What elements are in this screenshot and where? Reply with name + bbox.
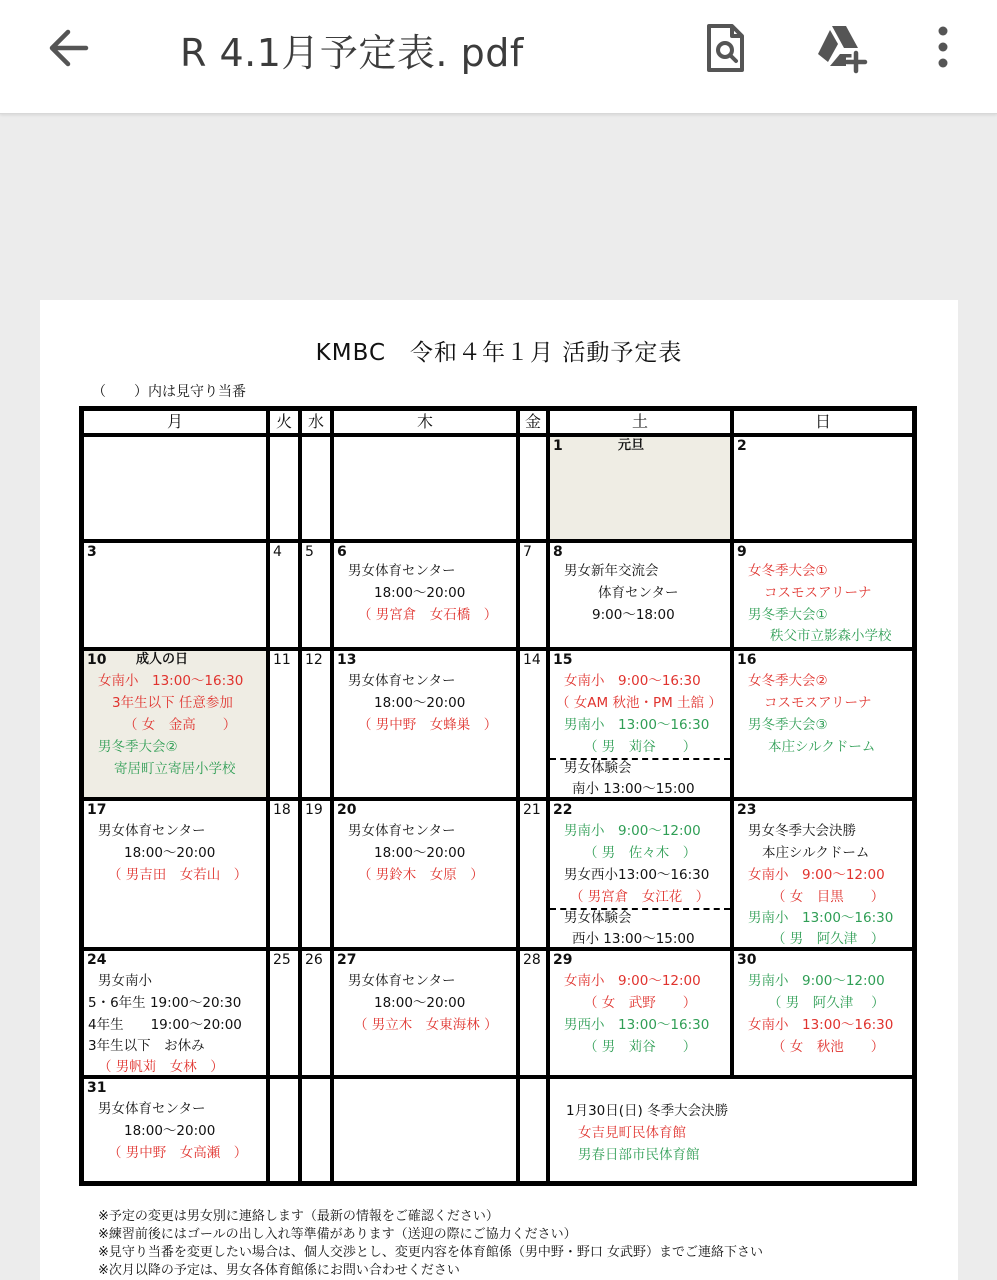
- holiday-caption: 元旦: [618, 438, 645, 453]
- day-cell-8: [548, 541, 732, 649]
- event-line: 男南小 9:00〜12:00: [564, 823, 701, 839]
- day-number: 31: [87, 1080, 107, 1096]
- day-number: 10: [87, 652, 107, 668]
- document-title: R 4.1月予定表. pdf: [180, 31, 524, 75]
- event-line: 男女体験会: [564, 910, 632, 926]
- day-cell-empty: [268, 1077, 300, 1183]
- day-cell-13: [332, 649, 518, 799]
- event-line: 体育センター: [598, 585, 679, 601]
- day-number: 29: [553, 952, 573, 968]
- event-line: （ 男中野 女高瀬 ）: [108, 1145, 248, 1161]
- event-line: 18:00〜20:00: [374, 695, 466, 711]
- day-number: 8: [553, 544, 563, 560]
- footnote: ※次月以降の予定は、男女各体育館係にお問い合わせください: [98, 1263, 460, 1278]
- day-cell-18: [268, 799, 300, 949]
- day-cell-20: [332, 799, 518, 949]
- event-line: 本庄シルクドーム: [762, 845, 870, 861]
- event-line: 女南小 9:00〜16:30: [564, 673, 701, 689]
- event-line: 18:00〜20:00: [124, 845, 216, 861]
- event-line: 男女体験会: [564, 760, 632, 776]
- weekday-header-thu: 木: [332, 409, 518, 435]
- day-cell-empty: [82, 435, 268, 541]
- event-line: 18:00〜20:00: [374, 995, 466, 1011]
- event-line: （ 男 苅谷 ）: [584, 739, 697, 755]
- day-number: 7: [523, 544, 532, 560]
- day-cell-21: [518, 799, 548, 949]
- app-bar: [0, 0, 997, 114]
- footnote: ※見守り当番を変更したい場合は、個人交渉とし、変更内容を体育館係（男中野・野口 女武野）までご連絡下さい: [98, 1245, 764, 1260]
- event-line: （ 男宮倉 女江花 ）: [570, 889, 710, 905]
- day-cell-6: [332, 541, 518, 649]
- event-line: 男女南小: [98, 973, 152, 989]
- event-line: 男女体育センター: [98, 823, 206, 839]
- day-cell-2: [732, 435, 914, 541]
- event-line: 男女体育センター: [98, 1101, 206, 1117]
- day-cell-15: [548, 649, 732, 799]
- event-line: 18:00〜20:00: [374, 845, 466, 861]
- day-cell-24: [82, 949, 268, 1077]
- event-line: 男南小 9:00〜12:00: [748, 973, 885, 989]
- holiday-caption: 成人の日: [136, 652, 189, 667]
- day-number: 12: [305, 652, 323, 668]
- day-number: 18: [273, 802, 291, 818]
- event-line: 18:00〜20:00: [124, 1123, 216, 1139]
- event-line: （ 女 目黒 ）: [772, 889, 885, 905]
- event-line: （ 男 阿久津 ）: [772, 931, 885, 947]
- event-line: （ 男立木 女東海林 ）: [354, 1017, 498, 1033]
- day-cell-5: [300, 541, 332, 649]
- event-line: コスモスアリーナ: [764, 585, 872, 601]
- event-line: 男女体育センター: [348, 563, 456, 579]
- day-number: 24: [87, 952, 107, 968]
- day-cell-empty: [518, 435, 548, 541]
- event-line: （ 男中野 女蜂巣 ）: [358, 717, 498, 733]
- arrow-left-icon: [36, 24, 100, 72]
- day-cell-empty: [268, 435, 300, 541]
- calendar-title: KMBC 令和４年１月 活動予定表: [315, 340, 683, 366]
- weekday-header-fri: 金: [518, 409, 548, 435]
- search-document-icon: [696, 18, 756, 78]
- event-line: （ 女AM 秋池・PM 土舘 ）: [556, 695, 722, 711]
- event-line: 9:00〜18:00: [592, 607, 675, 623]
- final-note-line: 女吉見町民体育館: [578, 1125, 686, 1141]
- day-cell-7: [518, 541, 548, 649]
- weekday-header-tue: 火: [268, 409, 300, 435]
- event-line: （ 女 秋池 ）: [772, 1039, 885, 1055]
- day-cell-30: [732, 949, 914, 1077]
- event-line: 男西小 13:00〜16:30: [564, 1017, 710, 1033]
- day-cell-14: [518, 649, 548, 799]
- final-note-line: 1月30日(日) 冬季大会決勝: [566, 1103, 729, 1119]
- more-vert-icon: [913, 18, 973, 78]
- day-cell-28: [518, 949, 548, 1077]
- day-number: 28: [523, 952, 541, 968]
- event-line: 5・6年生 19:00〜20:30: [88, 995, 242, 1011]
- event-line: 男女体育センター: [348, 973, 456, 989]
- event-line: 女冬季大会①: [748, 563, 828, 579]
- day-cell-22: [548, 799, 732, 949]
- day-number: 11: [273, 652, 291, 668]
- event-line: （ 男 苅谷 ）: [584, 1039, 697, 1055]
- day-cell-26: [300, 949, 332, 1077]
- event-line: 男南小 13:00〜16:30: [748, 910, 894, 926]
- day-number: 2: [737, 438, 747, 454]
- event-line: （ 男宮倉 女石橋 ）: [358, 607, 498, 623]
- event-line: 秩父市立影森小学校: [770, 628, 892, 644]
- day-number: 25: [273, 952, 291, 968]
- day-cell-empty: [332, 1077, 518, 1183]
- day-cell-29: [548, 949, 732, 1077]
- event-line: 男南小 13:00〜16:30: [564, 717, 710, 733]
- day-number: 13: [337, 652, 357, 668]
- event-line: （ 男吉田 女若山 ）: [108, 867, 248, 883]
- weekday-header-wed: 水: [300, 409, 332, 435]
- drive-add-icon: [810, 18, 870, 78]
- day-number: 3: [87, 544, 97, 560]
- event-line: 3年生以下 任意参加: [112, 695, 233, 711]
- day-cell-19: [300, 799, 332, 949]
- add-to-drive-button[interactable]: [810, 18, 870, 78]
- event-line: 女冬季大会②: [748, 673, 828, 689]
- event-line: 男冬季大会③: [748, 717, 828, 733]
- day-cell-10: [82, 649, 268, 799]
- more-options-button[interactable]: [913, 18, 973, 78]
- day-cell-empty: [300, 435, 332, 541]
- day-cell-25: [268, 949, 300, 1077]
- event-line: （ 男鈴木 女原 ）: [358, 867, 484, 883]
- weekday-header-mon: 月: [82, 409, 268, 435]
- day-number: 30: [737, 952, 757, 968]
- day-cell-9: [732, 541, 914, 649]
- day-cell-empty: [518, 1077, 548, 1183]
- find-in-document-button[interactable]: [696, 18, 756, 78]
- day-cell-empty: [332, 435, 518, 541]
- event-line: 西小 13:00〜15:00: [572, 931, 695, 947]
- event-line: 寄居町立寄居小学校: [114, 761, 236, 777]
- event-line: 18:00〜20:00: [374, 585, 466, 601]
- day-number: 22: [553, 802, 573, 818]
- day-number: 16: [737, 652, 757, 668]
- day-cell-16: [732, 649, 914, 799]
- day-number: 5: [305, 544, 314, 560]
- day-cell-23: [732, 799, 914, 949]
- day-number: 26: [305, 952, 323, 968]
- event-line: 女南小 13:00〜16:30: [98, 673, 244, 689]
- day-number: 19: [305, 802, 323, 818]
- event-line: 男冬季大会②: [98, 739, 178, 755]
- day-number: 1: [553, 438, 563, 454]
- footnote: ※練習前後にはゴールの出し入れ等準備があります（送迎の際にご協力ください）: [98, 1227, 577, 1242]
- event-line: 女南小 9:00〜12:00: [748, 867, 885, 883]
- calendar-note: （ ）内は見守り当番: [92, 384, 246, 400]
- event-line: （ 男 佐々木 ）: [584, 845, 697, 861]
- event-line: （ 男帆苅 女林 ）: [98, 1059, 224, 1075]
- day-cell-empty: [300, 1077, 332, 1183]
- day-number: 6: [337, 544, 347, 560]
- event-line: 男女冬季大会決勝: [748, 823, 856, 839]
- pdf-page: [40, 300, 958, 1280]
- day-number: 20: [337, 802, 357, 818]
- calendar-grid: [79, 406, 917, 1186]
- day-cell-12: [300, 649, 332, 799]
- event-line: （ 女 武野 ）: [584, 995, 697, 1011]
- day-number: 17: [87, 802, 107, 818]
- footnote: ※予定の変更は男女別に連絡します（最新の情報をご確認ください）: [98, 1209, 499, 1224]
- event-line: 男女体育センター: [348, 673, 456, 689]
- day-number: 9: [737, 544, 747, 560]
- day-cell-17: [82, 799, 268, 949]
- day-cell-11: [268, 649, 300, 799]
- final-note-cell: [548, 1077, 914, 1183]
- day-number: 27: [337, 952, 357, 968]
- event-line: （ 女 金高 ）: [124, 717, 237, 733]
- back-button[interactable]: [36, 24, 100, 72]
- day-number: 14: [523, 652, 541, 668]
- day-number: 4: [273, 544, 282, 560]
- day-number: 21: [523, 802, 541, 818]
- event-line: 南小 13:00〜15:00: [572, 781, 695, 797]
- day-number: 23: [737, 802, 757, 818]
- event-line: 男女体育センター: [348, 823, 456, 839]
- day-cell-31: [82, 1077, 268, 1183]
- day-cell-3: [82, 541, 268, 649]
- day-cell-4: [268, 541, 300, 649]
- day-cell-1: [548, 435, 732, 541]
- day-cell-27: [332, 949, 518, 1077]
- event-line: 4年生 19:00〜20:00: [88, 1017, 242, 1033]
- event-line: 男女西小13:00〜16:30: [564, 867, 710, 883]
- event-line: 男冬季大会①: [748, 607, 828, 623]
- event-line: 3年生以下 お休み: [88, 1038, 205, 1054]
- event-line: 女南小 9:00〜12:00: [564, 973, 701, 989]
- event-line: 本庄シルクドーム: [768, 739, 876, 755]
- event-line: コスモスアリーナ: [764, 695, 872, 711]
- weekday-header-sat: 土: [548, 409, 732, 435]
- event-line: 女南小 13:00〜16:30: [748, 1017, 894, 1033]
- weekday-header-sun: 日: [732, 409, 914, 435]
- final-note-line: 男春日部市民体育館: [578, 1147, 700, 1163]
- event-line: 男女新年交流会: [564, 563, 659, 579]
- event-line: （ 男 阿久津 ）: [768, 995, 885, 1011]
- day-number: 15: [553, 652, 573, 668]
